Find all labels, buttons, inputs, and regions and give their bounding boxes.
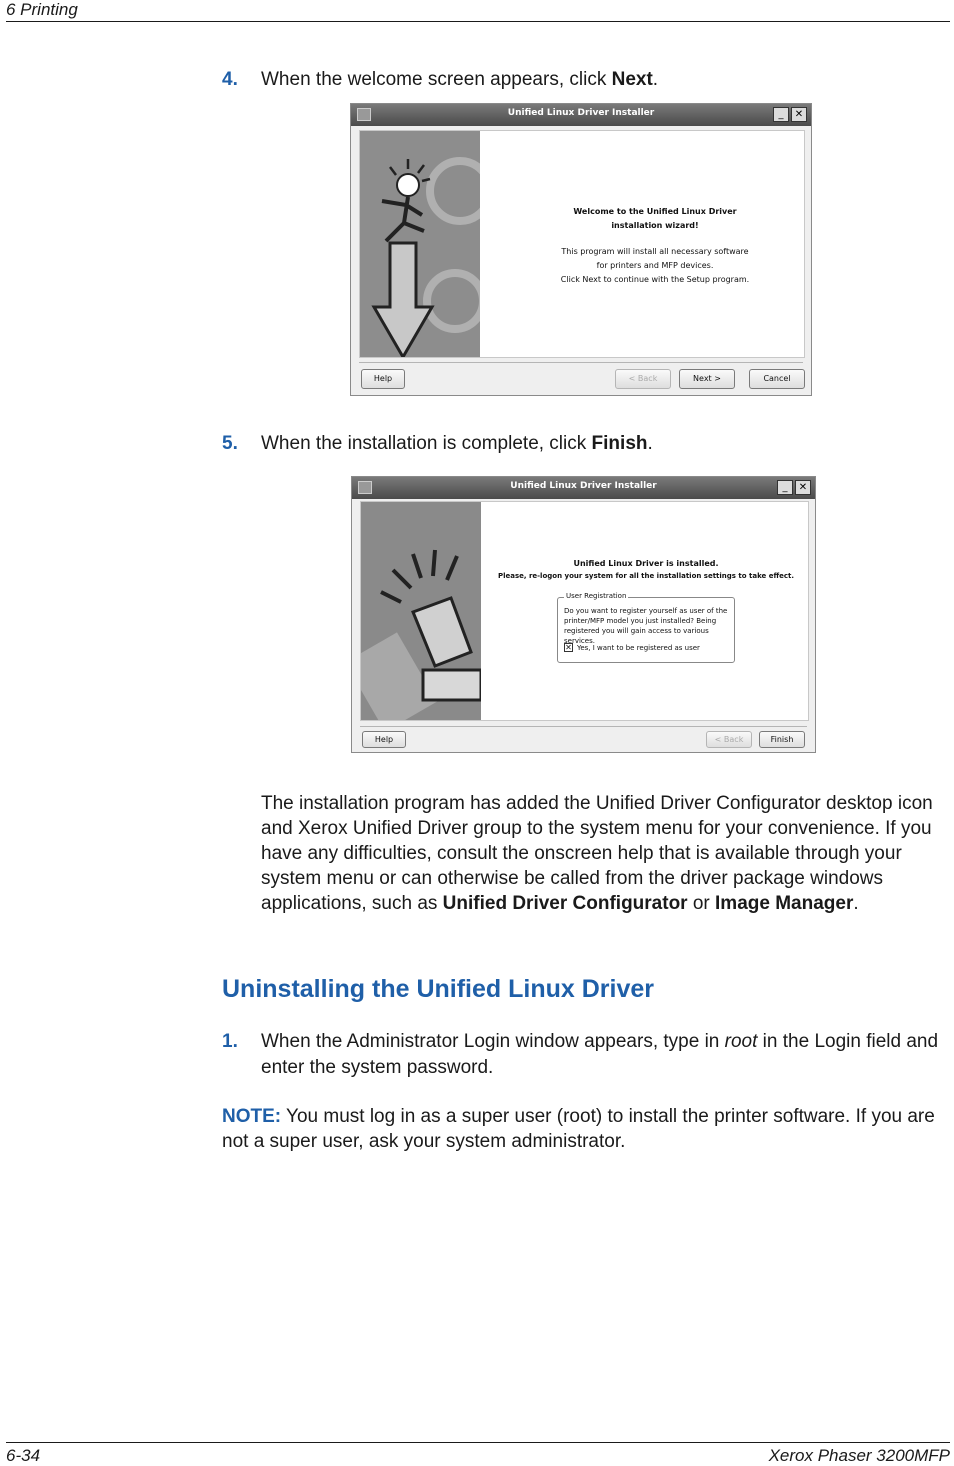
register-checkbox[interactable]: ✕	[565, 643, 572, 652]
para-text: The installation program has added the Unified Driver Configurator desktop icon and Xerox Unified Driver group to the system menu for your convenience. If you have any difficulties, consult the onscreen help that is available through your system menu or can otherwise be called from the driver package windows applications, such as	[261, 793, 933, 914]
note	[222, 1104, 952, 1154]
welcome-line-2: installation wizard!	[611, 221, 699, 230]
window-titlebar	[352, 477, 815, 499]
page-number: 6-34	[6, 1446, 41, 1465]
step-text	[261, 67, 954, 93]
button-separator	[359, 362, 803, 363]
help-button[interactable]: Help	[361, 369, 405, 389]
para-bold-image-manager: Image Manager	[715, 893, 854, 914]
step-bold: Finish	[591, 433, 648, 454]
alarm-bell-icon	[361, 502, 481, 720]
step-after: .	[647, 433, 653, 454]
para-bold-configurator: Unified Driver Configurator	[442, 893, 688, 914]
installed-line-2: Please, re-logon your system for all the installation settings to take effect.	[497, 572, 795, 580]
step-number: 1.	[222, 1031, 238, 1052]
note-text: You must log in as a super user (root) to install the printer software. If you are not a super user, ask your system administrator.	[222, 1106, 935, 1152]
wizard-content	[360, 501, 809, 721]
wizard-side-image	[360, 131, 480, 357]
info-paragraph	[261, 791, 953, 916]
installed-line-1: Unified Linux Driver is installed.	[573, 559, 719, 568]
back-button[interactable]: < Back	[706, 731, 752, 748]
close-icon[interactable]: ✕	[795, 480, 811, 495]
step-text-end: in the Login field and enter the system password.	[261, 1031, 939, 1078]
note-label: NOTE:	[222, 1106, 282, 1127]
wizard-content	[359, 130, 805, 358]
next-button[interactable]: Next >	[679, 369, 735, 389]
installer-window-finish	[351, 476, 816, 753]
step-number: 4.	[222, 69, 238, 90]
step-text	[261, 431, 954, 457]
header-title: 6 Printing	[6, 0, 78, 19]
step-italic-root: root	[724, 1031, 758, 1052]
finish-button[interactable]: Finish	[759, 731, 805, 748]
reg-text: Do you want to register yourself as user of the printer/MFP model you just installed? Being registered you will gain access to various services.	[564, 607, 728, 645]
step-number: 5.	[222, 433, 238, 454]
close-icon[interactable]: ✕	[791, 107, 807, 122]
button-separator	[360, 726, 807, 727]
back-button[interactable]: < Back	[615, 369, 671, 389]
body-line-1: This program will install all necessary software	[561, 247, 749, 256]
minimize-button[interactable]: _	[773, 107, 789, 122]
page-footer	[6, 1442, 950, 1466]
step-bold: Next	[611, 69, 653, 90]
step-text-main: When the Administrator Login window appears, type in	[261, 1031, 725, 1052]
product-name: Xerox Phaser 3200MFP	[768, 1446, 950, 1465]
window-titlebar	[351, 104, 811, 126]
help-button[interactable]: Help	[362, 731, 406, 748]
step-text-main: When the welcome screen appears, click	[261, 69, 612, 90]
body-line-3: Click Next to continue with the Setup program.	[560, 275, 750, 284]
section-title: Uninstalling the Unified Linux Driver	[222, 975, 654, 1003]
page-header	[6, 0, 950, 22]
para-end: .	[853, 893, 859, 914]
body-line-2: for printers and MFP devices.	[596, 261, 714, 270]
installer-window-welcome	[350, 103, 812, 396]
para-or: or	[687, 893, 716, 914]
step-text-main: When the installation is complete, click	[261, 433, 592, 454]
window-title: Unified Linux Driver Installer	[510, 481, 657, 491]
wizard-side-image	[361, 502, 481, 720]
running-figure-arrow-icon	[360, 131, 480, 357]
minimize-button[interactable]: _	[777, 480, 793, 495]
cancel-button[interactable]: Cancel	[749, 369, 805, 389]
step-text	[261, 1029, 951, 1081]
window-title: Unified Linux Driver Installer	[507, 108, 655, 118]
welcome-line-1: Welcome to the Unified Linux Driver	[573, 207, 737, 216]
reg-legend: User Registration	[566, 592, 627, 600]
register-checkbox-label[interactable]: Yes, I want to be registered as user	[577, 644, 700, 652]
user-registration-group	[557, 592, 735, 663]
step-after: .	[652, 69, 659, 90]
